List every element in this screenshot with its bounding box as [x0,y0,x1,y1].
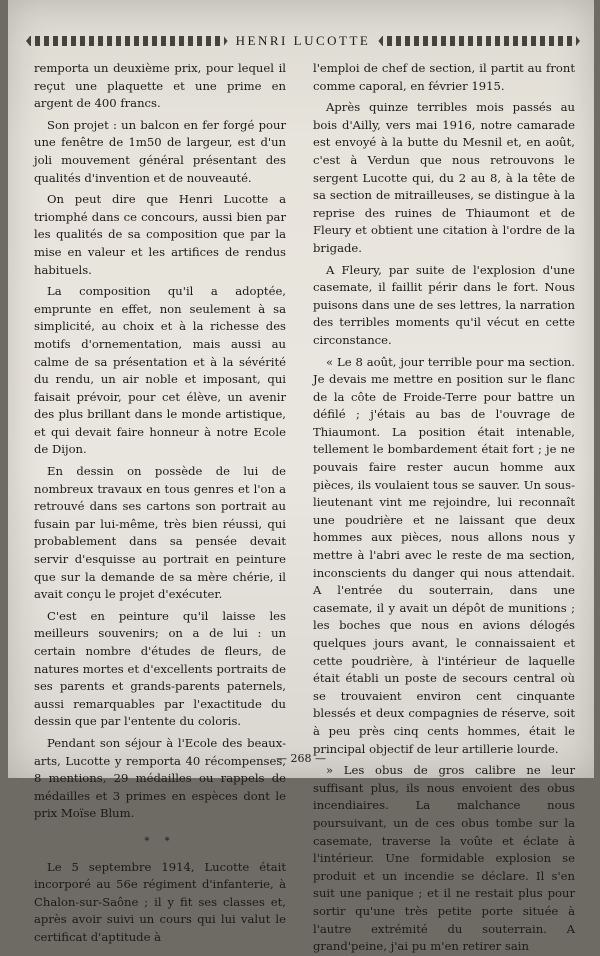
paragraph: » Les obus de gros calibre ne leur suffisant plus, ils nous envoient des obus incendiaires. La malchance nous poursuivant, un de ces obus tombe sur la casemate, traverse la voûte et éclate à l'intérieur. Une formidable explosion se produit et un incendie se déclare. Il s'en suit une panique ; et il ne restait plus pour sortir qu'une très petite porte située à l'autre extrémité du souterrain. A grand'peine, j'ai pu m'en retirer sain [313,763,575,954]
paragraph: Le 5 septembre 1914, Lucotte était incorporé au 56e régiment d'infanterie, à Chalon-sur-Saône ; il y fit ses classes et, après avoir suivi un cours qui lui valut le certificat d'aptitude à [34,859,286,944]
section-separator: * * [144,835,176,847]
paragraph: Après quinze terribles mois passés au bois d'Ailly, vers mai 1916, notre camarade est envoyé à la butte du Mesnil et, en août, c'est à Verdun que nous retrouvons le sergent Lucotte qui, du 2 au 8, à la tête de sa section de mitrailleuses, se distingue à la reprise des ruines de Thiaumont et de Fleury et obtient une citation à l'ordre de la brigade. [313,100,575,255]
paragraph: La composition qu'il a adoptée, emprunte en effet, non seulement à sa simplicité, au choix et à la richesse des motifs d'ornementation, mais aussi au calme de sa présentation et à la sévérité du rendu, un air noble et imposant, qui faisait prévoir, pour cet élève, un avenir des plus brillant dans le monde artistique, et qui devait faire honneur à notre Ecole de Dijon. [34,284,286,457]
header-title: HENRI LUCOTTE [235,33,371,48]
paragraph: A Fleury, par suite de l'explosion d'une casemate, il faillit périr dans le fort. Nous puisons dans une de ses lettres, la narration des terribles moments qu'il vécut en cette circonstance. [313,262,575,347]
right-column [313,60,575,956]
right-ornament-band [378,36,580,46]
paragraph: Pendant son séjour à l'Ecole des beaux-arts, Lucotte y remporta 40 récompenses, 8 mentions, 29 médailles ou rappels de médailles et 3 primes en espèces dont le prix Moïse Blum. [34,735,286,821]
running-header [26,32,580,50]
left-ornament-band [26,36,228,46]
paragraph: On peut dire que Henri Lucotte a triomphé dans ce concours, aussi bien par les qualités de sa composition que par la mise en valeur et les artifices de rendus habituels. [34,192,286,277]
paragraph: l'emploi de chef de section, il partit au front comme caporal, en février 1915. [313,61,575,93]
paragraph: En dessin on possède de lui de nombreux travaux en tous genres et l'on a retrouvé dans ses cartons son portrait au fusain par lui-même, très bien réussi, qui probablement dans sa pensée devait servir d'esquisse au portrait en peinture que sur la demande de sa mère chérie, il avait conçu le projet d'exécuter. [34,464,286,602]
paragraph: remporta un deuxième prix, pour lequel il reçut une plaquette et une prime en argent de 400 francs. [34,61,286,111]
page-number: — 268 — [276,752,326,765]
paragraph: Son projet : un balcon en fer forgé pour une fenêtre de 1m50 de largeur, est d'un joli mouvement général présentant des qualités d'invention et de nouveauté. [34,117,286,185]
paragraph: « Le 8 août, jour terrible pour ma section. Je devais me mettre en position sur le flanc de la côte de Froide-Terre pour battre un défilé ; j'étais au bas de l'ouvrage de Thiaumont. La position était intenable, tellement le bombardement était fort ; je ne pouvais faire rester aucun homme aux pièces, ils voulaient tous se sauver. Un sous-lieutenant vint me rejoindre, lui reconnaît une poudrière et ne laissant que deux hommes aux pièces, nous allons nous y mettre à l'abri avec le reste de ma section, inconscients du danger qui nous attendait. A l'entrée du souterrain, dans une casemate, il y avait un dépôt de munitions ; les boches que nous en avions délogés quelques jours avant, le connaissaient et cette poudrière, à l'intérieur de laquelle était établi un poste de secours central où se trouvaient environ cent cinquante blessés et deux compagnies de réserve, soit à peu près cinq cents hommes, était le principal objectif de leur artillerie lourde. [313,354,575,756]
left-column [34,60,286,947]
book-page [8,0,594,954]
paragraph: C'est en peinture qu'il laisse les meilleurs souvenirs; on a de lui : un certain nombre d'études de fleurs, de natures mortes et d'excellents portraits de ses parents et grands-parents paternels, aussi remarquables par l'exactitude du dessin que par l'entente du coloris. [34,608,286,729]
